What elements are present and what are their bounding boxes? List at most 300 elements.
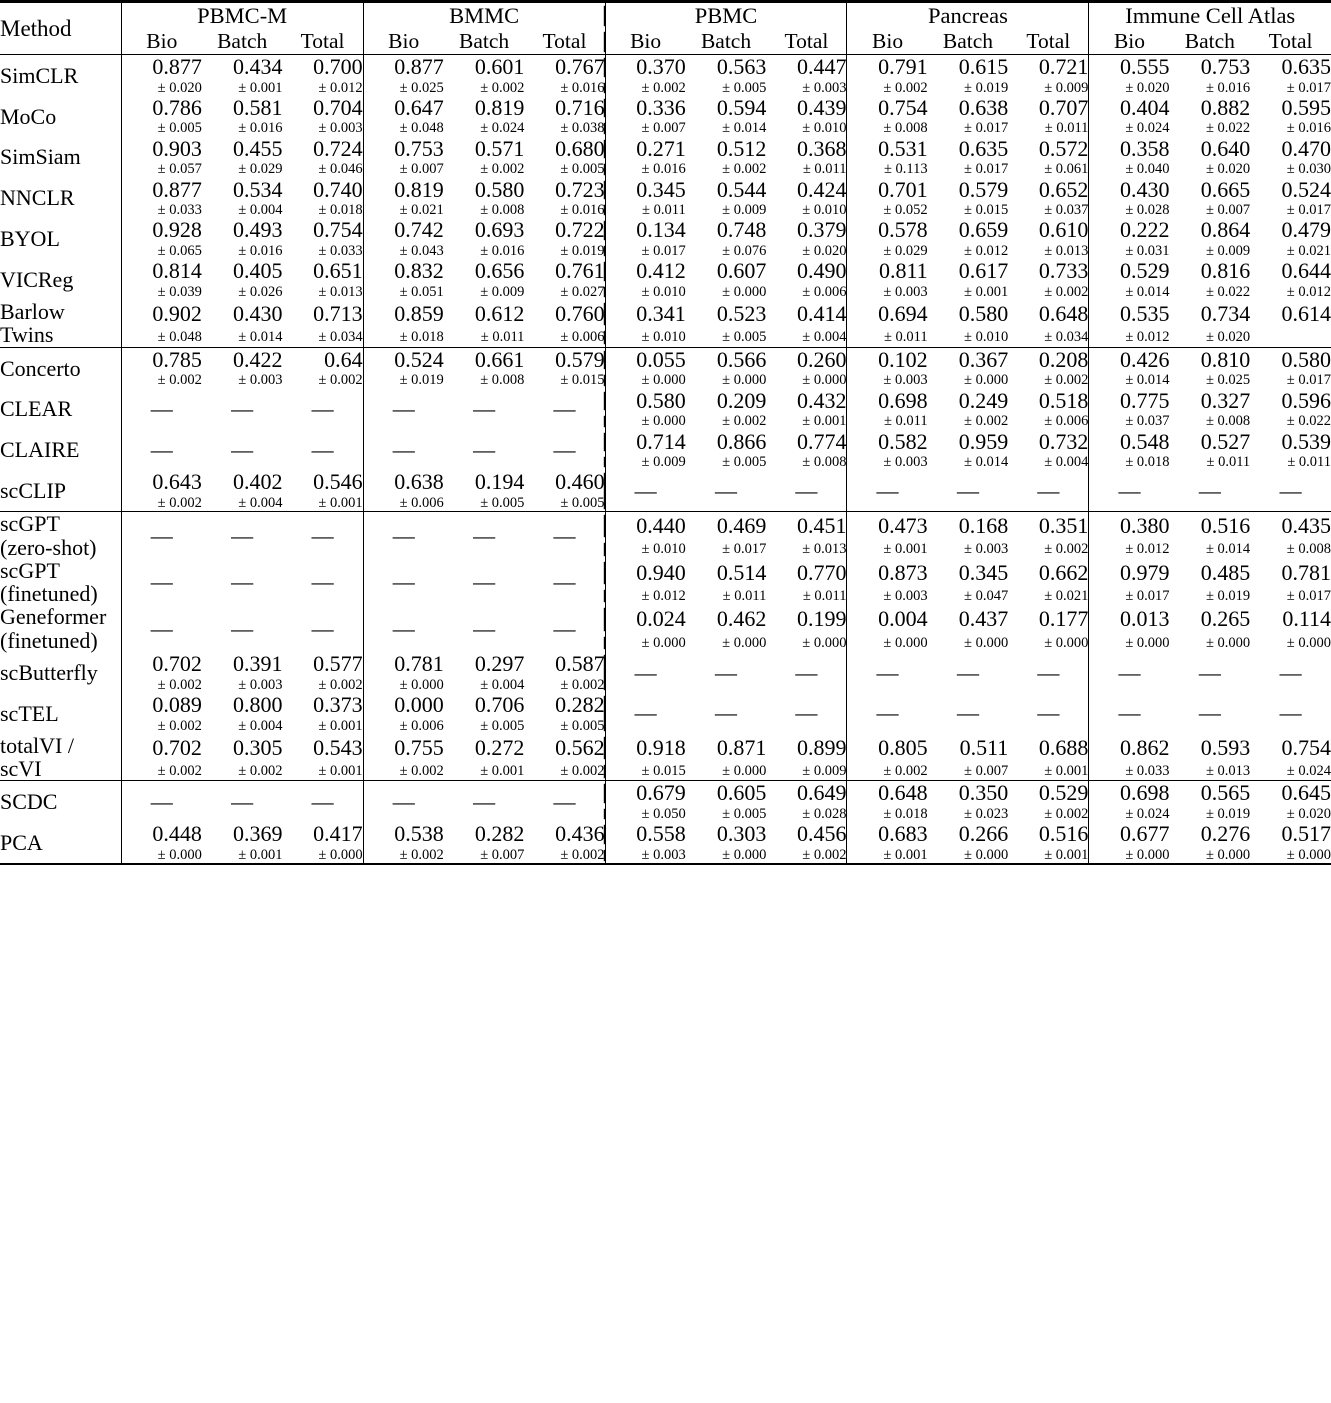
cell-na: —	[553, 436, 576, 462]
cell-error: ± 0.011	[722, 588, 767, 605]
cell-error: ± 0.017	[964, 161, 1009, 178]
table-row	[0, 300, 1331, 328]
cell-error: ± 0.021	[1286, 243, 1331, 260]
cell-value: 0.358	[1089, 137, 1170, 162]
cell-error: ± 0.001	[480, 763, 525, 780]
cell-value: 0.871	[716, 734, 767, 760]
cell-value: 0.700	[313, 54, 363, 79]
header-metric-bio: Bio	[1089, 29, 1170, 55]
cell-value: 0.832	[363, 259, 444, 284]
cell-error: ± 0.000	[722, 283, 767, 300]
cell-value: 0.918	[605, 734, 686, 762]
cell-error: ± 0.005	[722, 806, 767, 823]
cell-value: 0.64	[324, 346, 363, 372]
cell-error: ± 0.008	[1286, 541, 1331, 558]
cell-error: ± 0.017	[964, 120, 1009, 137]
cell-na: —	[121, 389, 202, 430]
cell-value: 0.706	[474, 691, 525, 717]
method-name-barlow-twins	[0, 300, 121, 347]
cell-na: —	[311, 615, 334, 641]
cell-value: 0.512	[716, 135, 767, 161]
cell-value: 0.640	[1200, 135, 1251, 161]
cell-value: 0.485	[1200, 559, 1251, 585]
cell-value: 0.562	[555, 734, 605, 760]
cell-error: ± 0.003	[847, 372, 928, 388]
header-metric-total: Total	[542, 29, 587, 53]
cell-error: ± 0.017	[1089, 587, 1170, 606]
cell-value: 0.638	[363, 470, 444, 495]
cell-error: ± 0.033	[318, 243, 363, 260]
cell-value: 0.571	[474, 135, 525, 161]
method-label-line: NNCLR	[0, 185, 75, 211]
cell-value: 0.426	[1089, 348, 1170, 373]
cell-error: ± 0.000	[363, 677, 444, 693]
cell-error: ± 0.000	[964, 372, 1009, 389]
header-dataset-immune-cell-atlas: Immune Cell Atlas	[1089, 3, 1331, 29]
cell-error: ± 0.039	[121, 284, 202, 300]
cell-value: 0.643	[121, 470, 202, 495]
cell-error: ± 0.000	[121, 847, 202, 864]
cell-error: ± 0.028	[802, 806, 847, 823]
cell-value: 0.652	[1038, 176, 1089, 202]
cell-value: 0.605	[716, 780, 767, 806]
cell-value: 0.436	[555, 821, 605, 847]
cell-error: ± 0.051	[363, 284, 444, 300]
cell-error: ± 0.043	[363, 243, 444, 259]
cell-error: ± 0.012	[1089, 328, 1170, 347]
cell-value: 0.754	[1281, 734, 1331, 760]
method-label-line: scTEL	[0, 700, 59, 726]
cell-na: —	[1198, 700, 1221, 726]
cell-value: 0.518	[1038, 387, 1089, 413]
cell-error: ± 0.037	[1044, 202, 1089, 219]
cell-error: ± 0.013	[1205, 763, 1251, 780]
cell-error: ± 0.001	[318, 763, 363, 780]
cell-error: ± 0.007	[1205, 202, 1251, 219]
cell-error: ± 0.019	[363, 372, 444, 388]
cell-error: ± 0.003	[605, 847, 686, 864]
cell-value: 0.351	[1038, 512, 1089, 538]
cell-error: ± 0.021	[363, 202, 444, 218]
cell-error: ± 0.021	[1044, 588, 1089, 605]
cell-na: —	[847, 470, 928, 511]
cell-value: 0.882	[1200, 94, 1251, 120]
cell-error: ± 0.002	[802, 846, 847, 863]
cell-error: ± 0.008	[480, 372, 525, 389]
cell-error: ± 0.002	[1044, 283, 1089, 300]
cell-value: 0.721	[1038, 54, 1089, 79]
cell-error: ± 0.028	[1089, 202, 1170, 218]
header-metric-total: Total	[1268, 29, 1313, 53]
cell-na: —	[473, 788, 496, 814]
cell-error: ± 0.000	[1205, 634, 1251, 651]
cell-error: ± 0.006	[802, 283, 847, 300]
table-row	[0, 137, 1331, 162]
cell-error: ± 0.000	[1089, 847, 1170, 864]
cell-error: ± 0.001	[238, 846, 283, 863]
cell-error: ± 0.007	[363, 161, 444, 177]
table-row	[0, 470, 1331, 495]
cell-error: ± 0.008	[802, 454, 847, 471]
cell-na: —	[795, 700, 818, 726]
cell-value: 0.435	[1281, 512, 1331, 538]
cell-error: ± 0.020	[1205, 161, 1251, 178]
cell-error: ± 0.002	[121, 372, 202, 388]
method-name-simclr	[0, 55, 121, 96]
method-name-scgpt-zero-shot	[0, 512, 121, 559]
cell-error: ± 0.046	[318, 161, 363, 178]
cell-error: ± 0.018	[318, 202, 363, 219]
cell-error: ± 0.034	[318, 329, 363, 346]
cell-value: 0.282	[555, 691, 605, 717]
header-metric-row	[0, 29, 1331, 55]
cell-error: ± 0.002	[121, 677, 202, 693]
cell-error: ± 0.007	[480, 846, 525, 863]
cell-error: ± 0.016	[605, 161, 686, 177]
cell-error: ± 0.003	[238, 676, 283, 693]
cell-error: ± 0.000	[605, 413, 686, 429]
cell-na: —	[231, 569, 254, 595]
cell-value: 0.434	[233, 54, 283, 79]
method-name-sctel	[0, 693, 121, 734]
cell-error: ± 0.012	[964, 243, 1009, 260]
cell-na: —	[231, 522, 254, 548]
method-name-pca	[0, 822, 121, 864]
cell-value: 0.754	[313, 217, 363, 243]
cell-value: 0.617	[958, 258, 1009, 284]
cell-na: —	[553, 615, 576, 641]
cell-error: ± 0.007	[964, 763, 1009, 780]
cell-error: ± 0.040	[1089, 161, 1170, 177]
cell-error: ± 0.002	[1044, 806, 1089, 823]
cell-value: 0.517	[1281, 821, 1331, 847]
table-row	[0, 96, 1331, 121]
cell-value: 0.647	[363, 96, 444, 121]
cell-error: ± 0.005	[722, 329, 767, 346]
cell-value: 0.546	[313, 469, 363, 495]
cell-na: —	[1279, 700, 1302, 726]
cell-error: ± 0.047	[964, 588, 1009, 605]
cell-error: ± 0.019	[964, 79, 1009, 96]
method-label-line: (finetuned)	[0, 627, 98, 653]
cell-value: 0.565	[1200, 780, 1251, 806]
cell-value: 0.723	[555, 176, 605, 202]
cell-value: 0.638	[958, 94, 1009, 120]
cell-error: ± 0.001	[964, 283, 1009, 300]
cell-value: 0.490	[796, 258, 847, 284]
cell-error: ± 0.015	[964, 202, 1009, 219]
table-row	[0, 218, 1331, 243]
cell-error: ± 0.020	[1286, 806, 1331, 823]
cell-na: —	[605, 470, 686, 511]
method-name-geneformer-finetuned	[0, 605, 121, 652]
cell-error: ± 0.000	[1286, 846, 1331, 863]
cell-value: 0.417	[313, 821, 363, 847]
method-name-claire	[0, 430, 121, 471]
cell-error: ± 0.016	[238, 120, 283, 137]
cell-value: 0.430	[233, 300, 283, 326]
cell-value: 0.786	[121, 96, 202, 121]
method-name-scdc	[0, 781, 121, 822]
cell-error: ± 0.010	[802, 202, 847, 219]
header-dataset-pbmc-m: PBMC-M	[121, 3, 363, 29]
cell-na: —	[1089, 652, 1170, 693]
cell-value: 0.451	[796, 512, 847, 538]
cell-error: ± 0.025	[363, 80, 444, 96]
method-label-line: totalVI /	[0, 732, 74, 758]
cell-error: ± 0.006	[1044, 413, 1089, 430]
cell-value: 0.753	[1200, 54, 1251, 79]
cell-error: ± 0.004	[1044, 454, 1089, 471]
cell-value: 0.581	[233, 94, 283, 120]
table-row-error	[0, 80, 1331, 96]
cell-value: 0.208	[1038, 346, 1089, 372]
cell-value: 0.373	[313, 691, 363, 717]
cell-value: 0.460	[555, 469, 605, 495]
cell-error: ± 0.020	[802, 243, 847, 260]
cell-error: ± 0.065	[121, 243, 202, 259]
cell-value: 0.679	[605, 781, 686, 806]
cell-na: —	[847, 693, 928, 734]
method-label-line: Geneformer	[0, 604, 107, 630]
cell-value: 0.781	[363, 652, 444, 677]
cell-error: ± 0.011	[802, 588, 847, 605]
cell-error: ± 0.010	[605, 328, 686, 347]
cell-value: 0.336	[605, 96, 686, 121]
header-metric-bio: Bio	[847, 29, 928, 55]
cell-na: —	[363, 559, 444, 606]
cell-value: 0.755	[363, 734, 444, 762]
cell-error: ± 0.022	[1205, 120, 1251, 137]
cell-value: 0.529	[1038, 780, 1089, 806]
method-name-clear	[0, 389, 121, 430]
header-dataset-pbmc: PBMC	[605, 3, 847, 29]
method-label-line: BYOL	[0, 226, 60, 252]
cell-value: 0.819	[474, 94, 525, 120]
cell-error: ± 0.000	[964, 846, 1009, 863]
cell-value: 0.422	[233, 346, 283, 372]
cell-error: ± 0.003	[847, 284, 928, 300]
method-label-line: VICReg	[0, 267, 74, 293]
cell-value: 0.811	[847, 259, 928, 284]
cell-value: 0.055	[605, 348, 686, 373]
method-label-line: CLEAR	[0, 396, 73, 422]
cell-error: ± 0.005	[560, 161, 605, 178]
cell-error: ± 0.005	[560, 717, 605, 734]
cell-value: 0.775	[1089, 389, 1170, 414]
cell-na: —	[1037, 659, 1060, 685]
header-metric-total: Total	[1026, 29, 1071, 53]
cell-value: 0.713	[313, 300, 363, 326]
cell-value: 0.688	[1038, 734, 1089, 760]
cell-value: 0.539	[1281, 428, 1331, 454]
cell-error: ± 0.003	[847, 587, 928, 606]
cell-error: ± 0.001	[802, 413, 847, 430]
cell-error: ± 0.024	[1286, 763, 1331, 780]
cell-error: ± 0.005	[722, 79, 767, 96]
cell-value: 0.734	[1200, 300, 1251, 326]
cell-na: —	[1089, 693, 1170, 734]
cell-error: ± 0.022	[1286, 413, 1331, 430]
cell-error: ± 0.013	[1044, 243, 1089, 260]
method-name-scgpt-finetuned	[0, 559, 121, 606]
cell-error: ± 0.020	[1205, 329, 1251, 346]
cell-value: 0.412	[605, 259, 686, 284]
cell-na: —	[715, 659, 738, 685]
cell-value: 0.656	[474, 258, 525, 284]
cell-error: ± 0.002	[363, 847, 444, 864]
cell-na: —	[311, 569, 334, 595]
cell-value: 0.282	[474, 821, 525, 847]
cell-error: ± 0.018	[1089, 454, 1170, 470]
cell-error: ± 0.010	[605, 540, 686, 559]
cell-error: ± 0.018	[847, 806, 928, 822]
cell-na: —	[311, 522, 334, 548]
cell-value: 0.683	[847, 822, 928, 847]
cell-error: ± 0.011	[1287, 454, 1331, 471]
method-label-line: Concerto	[0, 355, 81, 381]
cell-value: 0.579	[958, 176, 1009, 202]
cell-error: ± 0.025	[1205, 372, 1251, 389]
cell-error: ± 0.000	[722, 634, 767, 651]
cell-value: 0.544	[716, 176, 767, 202]
cell-value: 0.662	[1038, 559, 1089, 585]
header-metric-bio: Bio	[121, 29, 202, 55]
cell-value: 0.781	[1281, 559, 1331, 585]
cell-value: 0.866	[716, 428, 767, 454]
cell-error	[1250, 328, 1331, 347]
header-metric-total: Total	[784, 29, 829, 53]
cell-value: 0.644	[1281, 258, 1331, 284]
cell-error: ± 0.003	[847, 454, 928, 470]
cell-na: —	[231, 615, 254, 641]
cell-error: ± 0.000	[847, 634, 928, 653]
method-name-moco	[0, 96, 121, 137]
cell-value: 0.732	[1038, 428, 1089, 454]
cell-error: ± 0.016	[480, 243, 525, 260]
cell-error: ± 0.004	[238, 717, 283, 734]
method-name-scbutterfly	[0, 652, 121, 693]
cell-na: —	[605, 693, 686, 734]
cell-value: 0.350	[958, 780, 1009, 806]
method-name-simsiam	[0, 137, 121, 178]
cell-na: —	[847, 652, 928, 693]
cell-error: ± 0.009	[480, 283, 525, 300]
cell-error: ± 0.037	[1089, 413, 1170, 429]
cell-value: 0.701	[847, 178, 928, 203]
cell-value: 0.345	[605, 178, 686, 203]
cell-value: 0.615	[958, 54, 1009, 79]
cell-error: ± 0.002	[847, 762, 928, 781]
cell-value: 0.134	[605, 218, 686, 243]
cell-na: —	[121, 781, 202, 822]
method-label-line: MoCo	[0, 103, 57, 129]
cell-value: 0.702	[121, 734, 202, 762]
cell-error: ± 0.000	[605, 634, 686, 653]
cell-na: —	[231, 436, 254, 462]
cell-value: 0.516	[1200, 512, 1251, 538]
cell-value: 0.635	[1281, 54, 1331, 79]
cell-na: —	[363, 430, 444, 471]
cell-value: 0.716	[555, 94, 605, 120]
cell-value: 0.791	[847, 55, 928, 80]
cell-error: ± 0.000	[722, 372, 767, 389]
cell-error: ± 0.014	[722, 120, 767, 137]
cell-value: 0.462	[716, 606, 767, 632]
table-row-error	[0, 284, 1331, 300]
cell-value: 0.877	[121, 178, 202, 203]
cell-value: 0.297	[474, 651, 525, 677]
cell-value: 0.694	[847, 300, 928, 328]
cell-error: ± 0.005	[560, 494, 605, 511]
table-row-error	[0, 202, 1331, 218]
method-label-line: scGPT	[0, 511, 60, 537]
cell-value: 0.430	[1089, 178, 1170, 203]
cell-error: ± 0.011	[1206, 454, 1251, 471]
cell-value: 0.899	[796, 734, 847, 760]
cell-value: 0.535	[1089, 300, 1170, 328]
method-label-line: (zero-shot)	[0, 534, 97, 560]
table-row	[0, 693, 1331, 718]
cell-value: 0.538	[363, 822, 444, 847]
cell-error: ± 0.000	[318, 846, 363, 863]
header-metric-batch: Batch	[459, 29, 510, 53]
table-row-error	[0, 243, 1331, 259]
cell-value: 0.595	[1281, 94, 1331, 120]
method-name-totalvi-scvi	[0, 734, 121, 781]
cell-value: 0.391	[233, 651, 283, 677]
cell-error: ± 0.015	[560, 372, 605, 389]
header-metric-bio: Bio	[363, 29, 444, 55]
cell-value: 0.563	[716, 54, 767, 79]
cell-value: 0.767	[555, 54, 605, 79]
cell-value: 0.704	[313, 94, 363, 120]
rule	[0, 864, 1331, 865]
cell-value: 0.677	[1089, 822, 1170, 847]
cell-error: ± 0.014	[964, 454, 1009, 471]
table-row	[0, 259, 1331, 284]
table-bottom-rule	[0, 864, 1331, 865]
header-metric-batch: Batch	[1184, 29, 1235, 53]
cell-error: ± 0.048	[121, 328, 202, 347]
cell-value: 0.800	[233, 691, 283, 717]
cell-value: 0.596	[1281, 387, 1331, 413]
cell-value: 0.114	[1282, 606, 1331, 632]
cell-value: 0.580	[605, 389, 686, 414]
cell-error: ± 0.017	[1286, 202, 1331, 219]
cell-na: —	[121, 512, 202, 559]
cell-na: —	[121, 605, 202, 652]
cell-error: ± 0.002	[605, 80, 686, 96]
cell-error: ± 0.022	[1205, 283, 1251, 300]
cell-error: ± 0.000	[1089, 634, 1170, 653]
cell-error: ± 0.002	[560, 676, 605, 693]
cell-value: 0.722	[555, 217, 605, 243]
cell-value: 0.404	[1089, 96, 1170, 121]
table-row	[0, 652, 1331, 677]
header-metric-batch: Batch	[217, 29, 268, 53]
cell-value: 0.379	[796, 217, 847, 243]
cell-na: —	[473, 615, 496, 641]
cell-error: ± 0.009	[1044, 79, 1089, 96]
cell-error: ± 0.113	[847, 161, 928, 177]
cell-na: —	[1037, 477, 1060, 503]
cell-error: ± 0.002	[121, 495, 202, 512]
cell-error: ± 0.004	[238, 202, 283, 219]
cell-error: ± 0.011	[605, 202, 686, 218]
cell-error: ± 0.020	[1089, 80, 1170, 96]
cell-value: 0.579	[555, 346, 605, 372]
